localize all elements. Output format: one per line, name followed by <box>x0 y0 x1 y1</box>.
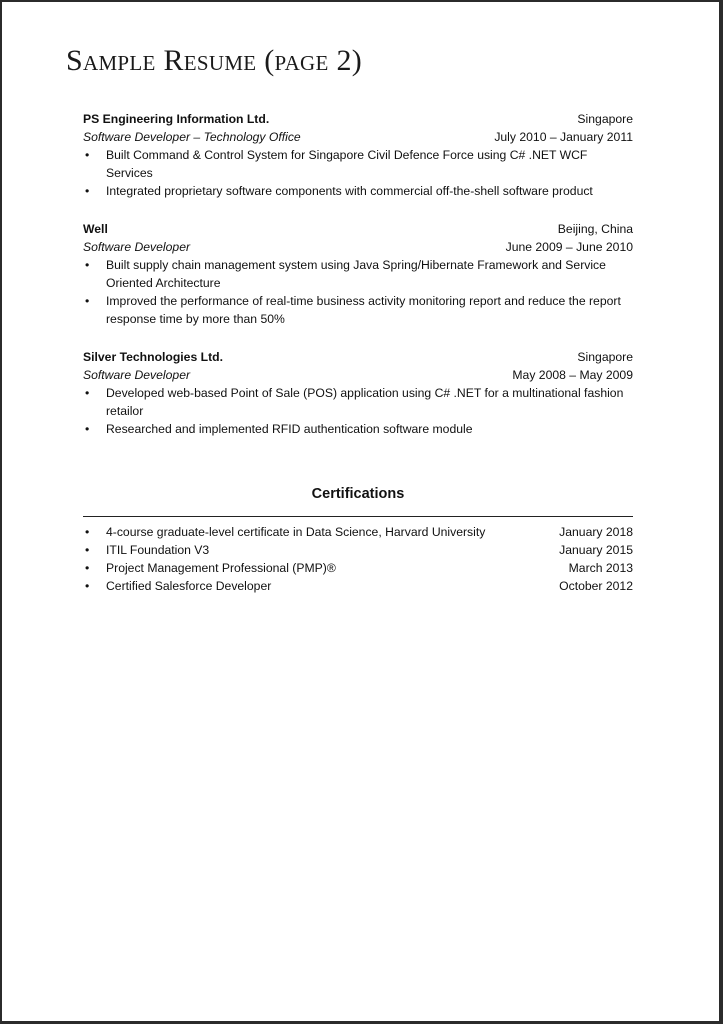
job-company: PS Engineering Information Ltd. <box>83 112 270 126</box>
certification-name: • Project Management Professional (PMP)® <box>106 561 336 575</box>
certifications-list <box>83 523 633 595</box>
job-role: Software Developer <box>83 368 191 382</box>
certification-date: October 2012 <box>559 579 633 593</box>
job-bullets <box>83 256 633 328</box>
job-subheader <box>83 128 633 146</box>
job-bullet: • Developed web-based Point of Sale (POS) application using C# .NET for a multinational fashion retailor <box>83 384 633 420</box>
job-role: Software Developer – Technology Office <box>83 130 301 144</box>
job-bullets <box>83 384 633 438</box>
certification-item <box>83 559 633 577</box>
job-company: Silver Technologies Ltd. <box>83 350 223 364</box>
certification-date: March 2013 <box>568 561 633 575</box>
section-divider <box>83 516 633 517</box>
job-bullets <box>83 146 633 200</box>
job-role: Software Developer <box>83 240 191 254</box>
job-company: Well <box>83 222 108 236</box>
job-dates: June 2009 – June 2010 <box>505 240 633 254</box>
certification-date: January 2018 <box>559 525 633 539</box>
job-header <box>83 220 633 238</box>
certification-name: • 4-course graduate-level certificate in Data Science, Harvard University <box>106 525 486 539</box>
job-entry <box>83 348 633 438</box>
job-header <box>83 110 633 128</box>
job-entry <box>83 110 633 200</box>
job-header <box>83 348 633 366</box>
job-bullet: • Built Command & Control System for Singapore Civil Defence Force using C# .NET WCF Services <box>83 146 633 182</box>
job-location: Beijing, China <box>557 222 633 236</box>
job-bullet: • Integrated proprietary software components with commercial off-the-shell software product <box>83 182 633 200</box>
certification-item <box>83 523 633 541</box>
job-entry <box>83 220 633 328</box>
certification-name: • ITIL Foundation V3 <box>106 543 210 557</box>
certifications-heading: Certifications <box>311 486 405 502</box>
job-dates: May 2008 – May 2009 <box>512 368 633 382</box>
experience-list <box>83 110 633 458</box>
certification-item <box>83 541 633 559</box>
page-title: Sample Resume (page 2) <box>66 44 363 77</box>
job-subheader <box>83 366 633 384</box>
job-subheader <box>83 238 633 256</box>
job-location: Singapore <box>577 350 633 364</box>
job-bullet: • Built supply chain management system using Java Spring/Hibernate Framework and Service Oriented Architecture <box>83 256 633 292</box>
certification-date: January 2015 <box>559 543 633 557</box>
job-location: Singapore <box>577 112 633 126</box>
job-bullet: • Improved the performance of real-time business activity monitoring report and reduce the report response time by more than 50% <box>83 292 633 328</box>
job-dates: July 2010 – January 2011 <box>494 130 633 144</box>
resume-page <box>2 2 719 1021</box>
job-bullet: • Researched and implemented RFID authentication software module <box>83 420 633 438</box>
certification-name: • Certified Salesforce Developer <box>106 579 272 593</box>
certification-item <box>83 577 633 595</box>
